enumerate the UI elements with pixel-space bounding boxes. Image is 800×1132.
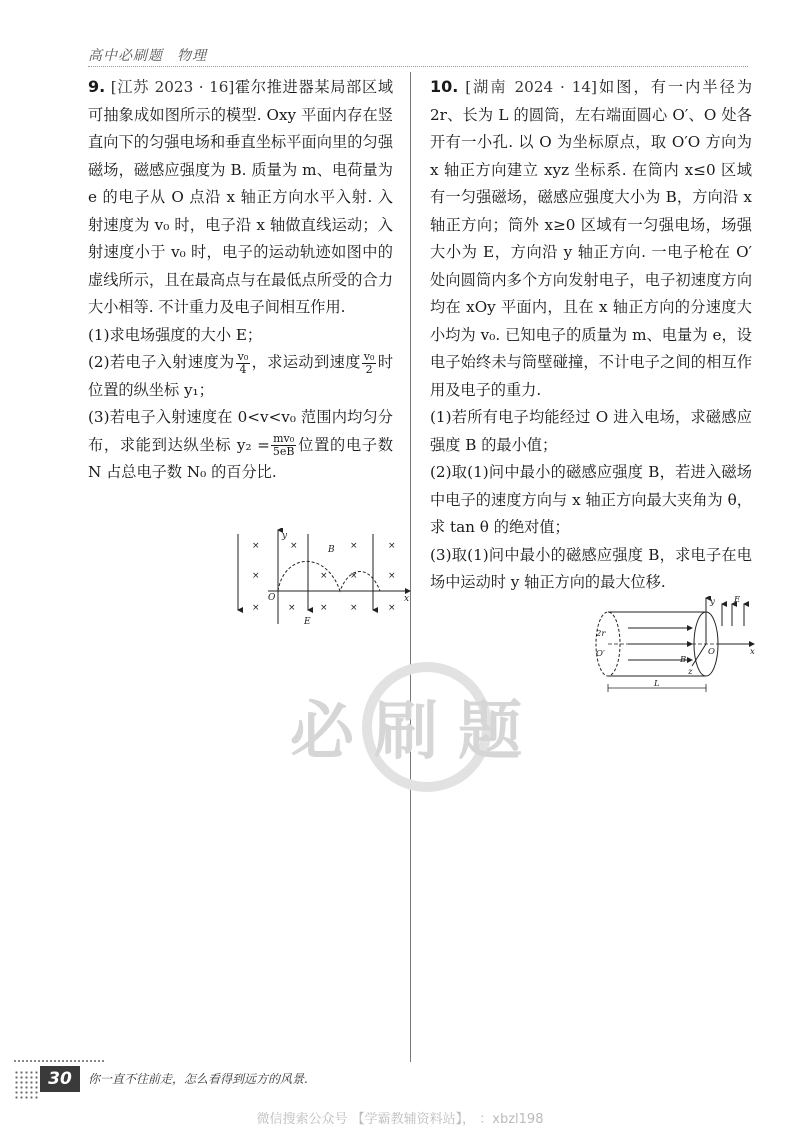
- q9-part2-text-mid: ，求运动到速度: [251, 353, 361, 371]
- y-axis-label: y: [282, 531, 288, 541]
- q9-part2: [88, 349, 393, 404]
- watermark-text: 必刷题: [290, 694, 542, 769]
- running-header: [88, 45, 207, 65]
- cross-mark: ×: [350, 541, 358, 551]
- q9-number: 9.: [88, 77, 106, 96]
- x-axis-label: x: [750, 647, 755, 657]
- cross-mark: ×: [252, 603, 260, 613]
- b-field-label: B: [328, 545, 335, 555]
- fraction-numerator: mv₀: [271, 433, 297, 446]
- fraction-numerator: v₀: [237, 349, 249, 363]
- footer-motto: 你一直不往前走，怎么看得到远方的风景.: [88, 1072, 308, 1086]
- fraction-denominator: 5eB: [272, 445, 295, 458]
- cross-mark: ×: [388, 541, 396, 551]
- cross-mark: ×: [350, 603, 358, 613]
- q10-part1: (1)若所有电子均能经过 O 进入电场，求磁感应强度 B 的最小值；: [430, 408, 752, 454]
- q10-stem: [430, 73, 752, 404]
- page-number: 30: [40, 1066, 80, 1092]
- cross-mark: ×: [320, 571, 328, 581]
- q10-cylinder-diagram: [588, 596, 758, 696]
- q9-part3-text: (3)若电子入射速度在 0<v<v₀ 范围内均匀分布，求能到达纵坐标 y₂ =: [88, 408, 393, 454]
- q10-part3: (3)取(1)问中最小的磁感应强度 B，求电子在电场中运动时 y 轴正方向的最大位移.: [430, 545, 752, 591]
- fraction-numerator: v₀: [363, 349, 375, 363]
- header-rule: [88, 66, 748, 67]
- q9-part3-text-end: 位置的电子数 N 占总电子数 N₀ 的百分比.: [88, 435, 394, 481]
- fraction-denominator: 2: [365, 362, 373, 376]
- q9-part2-text-end: 时位置的纵坐标 y₁；: [88, 353, 394, 399]
- radius-label: 2r: [596, 629, 606, 639]
- cross-mark: ×: [290, 541, 298, 551]
- question-10: [430, 73, 752, 597]
- q9-part3: [88, 404, 393, 487]
- e-field-label: E: [304, 617, 311, 627]
- left-center-label: O′: [596, 649, 605, 659]
- e-field-label: E: [734, 596, 741, 605]
- cross-mark: ×: [388, 571, 396, 581]
- x-axis-label: x: [404, 594, 410, 604]
- q9-fraction-mv0-over-5eB: [271, 433, 297, 458]
- z-axis-label: z: [688, 667, 693, 677]
- cross-mark: ×: [288, 603, 296, 613]
- q9-source: [江苏 2023 · 16]: [110, 78, 235, 96]
- q9-stem: [88, 73, 393, 322]
- q10-source: [湖南 2024 · 14]: [465, 78, 597, 96]
- q10-body: 如图，有一内半径为 2r、长为 L 的圆筒，左右端面圆心 O′、O 处各开有一小孔. 以 O 为坐标原点，取 O′O 方向为 x 轴正方向建立 xyz 坐标系. 在筒内 x≤0 区域有一匀强磁场，磁感应强度大小为 B，方向沿 x 轴正方向；筒外 x≥0 区域有一匀强电场，场强大小为 E，方向沿 y 轴正方向. 一电子枪在 O′ 处向圆筒内多个方向发射电子，电子初速度方向均在 xOy 平面内，且在 x 轴正方向的分速度大小均为 v₀. 已知电子的质量为 m、电量为 e，设电子始终未与筒壁碰撞，不计电子之间的相互作用及电子的重力.: [430, 78, 753, 399]
- q9-part2-text: (2)若电子入射速度为: [88, 353, 235, 371]
- fraction-denominator: 4: [239, 362, 247, 376]
- electron-trajectory: [278, 561, 380, 591]
- footer-dotted-rule: [14, 1060, 104, 1062]
- q9-fraction-v0-over-4: [236, 351, 251, 376]
- subject-label: 物理: [177, 48, 207, 64]
- length-label: L: [654, 679, 660, 689]
- right-center-label: O: [708, 647, 715, 657]
- book-title: 高中必刷题: [88, 48, 163, 64]
- b-field-label: B: [680, 655, 687, 665]
- y-axis-label: y: [710, 597, 715, 607]
- bottom-promo-note: 微信搜索公众号 【学霸教辅资料站】， ：xbzl198: [256, 1112, 544, 1127]
- q10-number: 10.: [430, 77, 459, 96]
- cross-mark: ×: [320, 603, 328, 613]
- page-pattern-decoration: [14, 1070, 38, 1100]
- q10-part2: (2)取(1)问中最小的磁感应强度 B，若进入磁场中电子的速度方向与 x 轴正方向最大夹角为 θ，求 tan θ 的绝对值；: [430, 463, 752, 536]
- cross-mark: ×: [350, 571, 358, 581]
- q9-body: 霍尔推进器某局部区域可抽象成如图所示的模型. Oxy 平面内存在竖直向下的匀强电场和垂直坐标平面向里的匀强磁场，磁感应强度为 B. 质量为 m、电荷量为 e 的电子从 O 点沿 x 轴正方向水平入射. 入射速度为 v₀ 时，电子沿 x 轴做直线运动；入射速度小于 v₀ 时，电子的运动轨迹如图中的虚线所示，且在最高点与在最低点所受的合力大小相等. 不计重力及电子间相互作用.: [88, 78, 394, 316]
- cross-mark: ×: [388, 603, 396, 613]
- q9-field-diagram: [228, 528, 418, 628]
- q9-part1: (1)求电场强度的大小 E；: [88, 325, 263, 344]
- question-9: [88, 73, 393, 487]
- q9-fraction-v0-over-2: [362, 351, 377, 376]
- cross-mark: ×: [252, 571, 260, 581]
- origin-label: O: [268, 593, 276, 603]
- cross-mark: ×: [252, 541, 260, 551]
